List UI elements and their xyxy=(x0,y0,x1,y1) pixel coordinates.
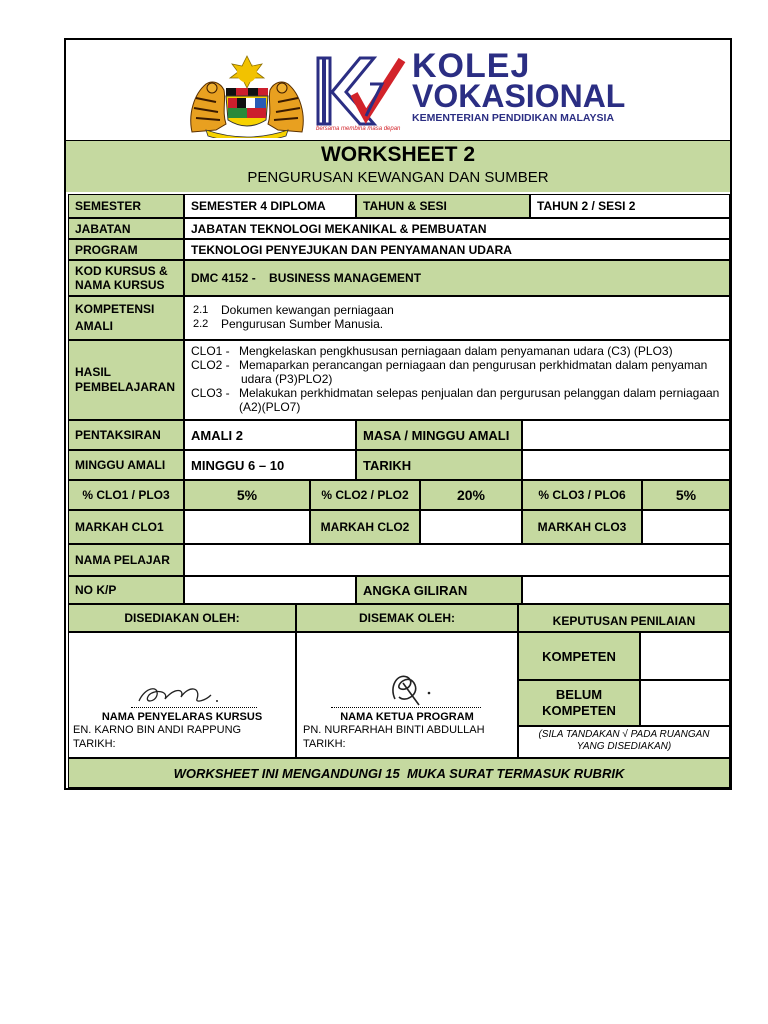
nokp-label: NO K/P xyxy=(68,576,184,604)
clo-text: Memaparkan perancangan perniagaan dan pengurusan perkhidmatan dalam penyaman xyxy=(239,358,708,372)
footer-note: WORKSHEET INI MENGANDUNGI 15 MUKA SURAT TERMASUK RUBRIK xyxy=(68,758,730,788)
minggu-amali-value: MINGGU 6 – 10 xyxy=(184,450,356,480)
kompetensi-label xyxy=(68,296,184,340)
masa-minggu-input[interactable] xyxy=(522,420,730,450)
program-value: TEKNOLOGI PENYEJUKAN DAN PENYAMANAN UDARA xyxy=(184,239,730,260)
kompeten-label: KOMPETEN xyxy=(518,632,640,680)
markah-clo1-input[interactable] xyxy=(184,510,310,544)
list-item-text: Pengurusan Sumber Manusia. xyxy=(221,317,384,331)
markah-clo2-input[interactable] xyxy=(420,510,522,544)
clo-code: CLO2 - xyxy=(191,358,230,372)
tarikh-label: TARIKH xyxy=(356,450,522,480)
belum-kompeten-checkbox[interactable] xyxy=(640,680,730,726)
tarikh-input[interactable] xyxy=(522,450,730,480)
kod-kursus-label-line1: KOD KURSUS & xyxy=(75,264,168,278)
clo-text-cont: udara (P3)PLO2) xyxy=(241,372,333,386)
check-name: PN. NURFARHAH BINTI ABDULLAH xyxy=(303,724,485,736)
tahun-sesi-value: TAHUN 2 / SESI 2 xyxy=(530,194,730,218)
check-role: NAMA KETUA PROGRAM xyxy=(340,711,474,723)
pentaksiran-value: AMALI 2 xyxy=(184,420,356,450)
clo2-pct-label: % CLO2 / PLO2 xyxy=(310,480,420,510)
list-item xyxy=(191,386,723,400)
list-item-number: 2.1 xyxy=(193,304,209,316)
logo-text-kolej: KOLEJ xyxy=(412,47,531,85)
list-item xyxy=(191,303,723,317)
semester-value: SEMESTER 4 DIPLOMA xyxy=(184,194,356,218)
list-item xyxy=(191,358,723,372)
kompetensi-label-line2: AMALI xyxy=(75,319,113,333)
kolej-vokasional-logo-icon xyxy=(316,54,408,130)
masa-minggu-label: MASA / MINGGU AMALI xyxy=(356,420,522,450)
disediakan-header: DISEDIAKAN OLEH: xyxy=(68,604,296,632)
page-subtitle: PENGURUSAN KEWANGAN DAN SUMBER xyxy=(247,169,549,186)
malaysia-crest-icon xyxy=(186,54,308,138)
title-block xyxy=(66,140,730,192)
clo-text: Melakukan perkhidmatan selepas penjualan dan pergurusan pelanggan dalam perniagaan xyxy=(239,386,720,400)
clo-list xyxy=(184,340,730,420)
pentaksiran-label: PENTAKSIRAN xyxy=(68,420,184,450)
clo-text: Mengkelaskan pengkhususan perniagaan dalam penyamanan udara (C3) (PLO3) xyxy=(239,344,673,358)
belum-line2: KOMPETEN xyxy=(542,703,616,718)
prepared-by-box xyxy=(68,632,296,758)
jabatan-label: JABATAN xyxy=(68,218,184,239)
logo-tagline: bersama membina masa depan xyxy=(316,126,401,132)
kompeten-checkbox[interactable] xyxy=(640,632,730,680)
clo3-pct-label: % CLO3 / PLO6 xyxy=(522,480,642,510)
markah-clo1-label: MARKAH CLO1 xyxy=(68,510,184,544)
clo1-pct-label: % CLO1 / PLO3 xyxy=(68,480,184,510)
hasil-label-line2: PEMBELAJARAN xyxy=(75,380,176,394)
prep-name: EN. KARNO BIN ANDI RAPPUNG xyxy=(73,724,242,736)
logo-text-ministry: KEMENTERIAN PENDIDIKAN MALAYSIA xyxy=(412,112,615,124)
nama-pelajar-input[interactable] xyxy=(184,544,730,576)
kompetensi-label-line1: KOMPETENSI xyxy=(75,302,155,316)
hasil-label-line1: HASIL xyxy=(75,365,111,379)
signature-icon xyxy=(135,681,223,707)
prep-role: NAMA PENYELARAS KURSUS xyxy=(101,711,263,723)
checked-by-box xyxy=(296,632,518,758)
kod-kursus-value: DMC 4152 - BUSINESS MANAGEMENT xyxy=(184,260,730,296)
angka-giliran-input[interactable] xyxy=(522,576,730,604)
clo-text-cont: (A2)(PLO7) xyxy=(239,400,301,414)
kompetensi-list xyxy=(184,296,730,340)
semester-label: SEMESTER xyxy=(68,194,184,218)
disemak-header: DISEMAK OLEH: xyxy=(296,604,518,632)
program-label: PROGRAM xyxy=(68,239,184,260)
logo-banner xyxy=(66,40,730,140)
clo-code: CLO1 - xyxy=(191,344,230,358)
hasil-pembelajaran-label xyxy=(68,340,184,420)
keputusan-header: KEPUTUSAN PENILAIAN xyxy=(518,604,730,632)
angka-giliran-label: ANGKA GILIRAN xyxy=(356,576,522,604)
signature-line xyxy=(331,707,481,708)
kod-kursus-label xyxy=(68,260,184,296)
minggu-amali-label: MINGGU AMALI xyxy=(68,450,184,480)
belum-kompeten-label xyxy=(518,680,640,726)
logo-text-vokasional: VOKASIONAL xyxy=(412,78,626,114)
list-item-text: Dokumen kewangan perniagaan xyxy=(221,303,394,317)
worksheet-cover xyxy=(64,38,732,790)
signature-line xyxy=(131,707,257,708)
kod-kursus-label-line2: NAMA KURSUS xyxy=(75,278,165,292)
signature-icon xyxy=(383,669,437,709)
markah-clo3-label: MARKAH CLO3 xyxy=(522,510,642,544)
clo-code: CLO3 - xyxy=(191,386,230,400)
clo1-pct-value: 5% xyxy=(184,480,310,510)
list-item xyxy=(191,317,723,331)
tick-instruction-note: (SILA TANDAKAN √ PADA RUANGAN YANG DISEDIAKAN) xyxy=(518,726,730,758)
belum-line1: BELUM xyxy=(555,687,603,702)
nokp-input[interactable] xyxy=(184,576,356,604)
clo2-pct-value: 20% xyxy=(420,480,522,510)
list-item-continued xyxy=(191,372,723,386)
jabatan-value: JABATAN TEKNOLOGI MEKANIKAL & PEMBUATAN xyxy=(184,218,730,239)
list-item-number: 2.2 xyxy=(193,318,209,330)
check-date: TARIKH: xyxy=(303,738,346,750)
markah-clo2-label: MARKAH CLO2 xyxy=(310,510,420,544)
tahun-sesi-label: TAHUN & SESI xyxy=(356,194,530,218)
page-title: WORKSHEET 2 xyxy=(320,143,475,166)
markah-clo3-input[interactable] xyxy=(642,510,730,544)
list-item xyxy=(191,344,723,358)
clo3-pct-value: 5% xyxy=(642,480,730,510)
prep-date: TARIKH: xyxy=(73,738,116,750)
nama-pelajar-label: NAMA PELAJAR xyxy=(68,544,184,576)
list-item-continued xyxy=(191,400,723,414)
